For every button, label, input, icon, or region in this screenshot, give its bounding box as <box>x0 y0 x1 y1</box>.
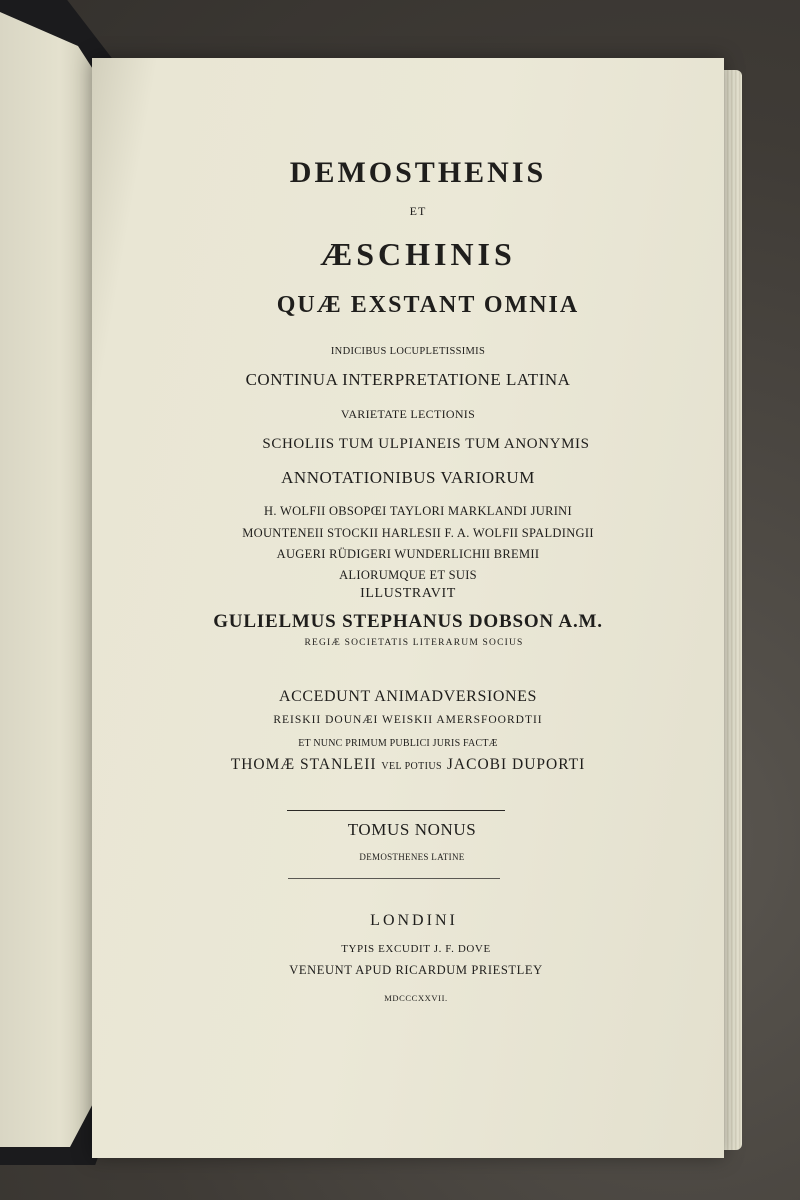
title-demosthenis: DEMOSTHENIS <box>289 156 547 189</box>
imprint-printer: TYPIS EXCUDIT J. F. DOVE <box>341 943 491 955</box>
editor-name: GULIELMUS STEPHANUS DOBSON A.M. <box>213 611 603 632</box>
subtitle-annotationibus: ANNOTATIONIBUS VARIORUM <box>281 468 535 487</box>
accedunt-heading: ACCEDUNT ANIMADVERSIONES <box>278 688 538 705</box>
volume-title: TOMUS NONUS <box>347 820 477 839</box>
subtitle-continua: CONTINUA INTERPRETATIONE LATINA <box>245 370 571 389</box>
title-et: ET <box>409 204 427 218</box>
illustravit: ILLUSTRAVIT <box>360 586 456 601</box>
editor-affiliation: REGIÆ SOCIETATIS LITERARUM SOCIUS <box>304 638 524 648</box>
left-page <box>0 12 100 1147</box>
stanleii-duporti-line <box>92 756 724 774</box>
accedunt-names: REISKII DOUNÆI WEISKII AMERSFOORDTII <box>273 714 543 726</box>
title-aeschinis: ÆSCHINIS <box>320 236 516 272</box>
volume-subtitle: DEMOSTHENES LATINE <box>359 852 465 862</box>
divider-rule-lower <box>288 878 500 879</box>
contributors-line-4: ALIORUMQUE ET SUIS <box>339 568 477 582</box>
divider-rule-upper <box>287 810 505 811</box>
imprint-publisher: VENEUNT APUD RICARDUM PRIESTLEY <box>289 963 543 977</box>
vel-potius: VEL POTIUS <box>381 761 442 772</box>
title-quae-exstant-omnia: QUÆ EXSTANT OMNIA <box>276 292 580 318</box>
accedunt-note: ET NUNC PRIMUM PUBLICI JURIS FACTÆ <box>298 738 498 749</box>
subtitle-varietate: VARIETATE LECTIONIS <box>340 407 476 421</box>
stanleii: THOMÆ STANLEII <box>230 756 377 773</box>
contributors-line-2: MOUNTENEII STOCKII HARLESII F. A. WOLFII SPALDINGII <box>242 526 594 540</box>
contributors-line-3: AUGERI RÜDIGERI WUNDERLICHII BREMII <box>276 547 540 561</box>
title-page <box>92 58 724 1158</box>
imprint-year: MDCCCXXVII. <box>384 993 448 1003</box>
subtitle-scholiis: SCHOLIIS TUM ULPIANEIS TUM ANONYMIS <box>262 436 590 452</box>
contributors-line-1: H. WOLFII OBSOPŒI TAYLORI MARKLANDI JURINI <box>264 504 572 518</box>
subtitle-indicibus: INDICIBUS LOCUPLETISSIMIS <box>330 346 486 357</box>
duporti: JACOBI DUPORTI <box>446 756 586 773</box>
imprint-city: LONDINI <box>370 912 458 929</box>
